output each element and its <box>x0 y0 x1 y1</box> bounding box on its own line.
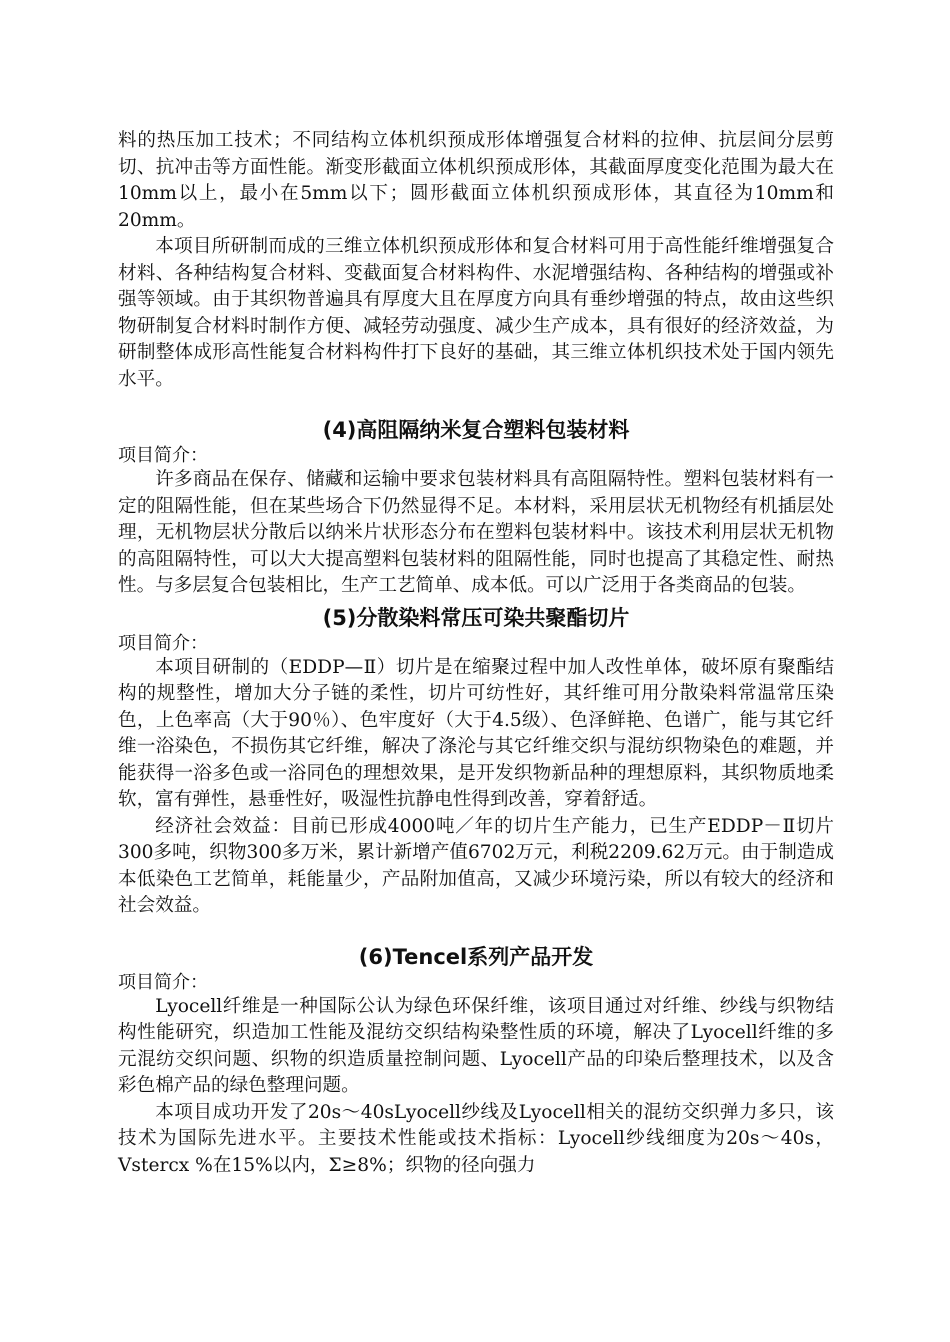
body-paragraph: 经济社会效益：目前已形成4000吨／年的切片生产能力，已生产EDDP－Ⅱ切片300多吨，织物300多万米，累计新增产值6702万元，利税2209.62万元。由于制造成本低染色工艺简单，耗能量少，产品附加值高，又减少环境污染，所以有较大的经济和社会效益。 <box>118 815 834 916</box>
body-paragraph: 料的热压加工技术；不同结构立体机织预成形体增强复合材料的拉伸、抗层间分层剪切、抗冲击等方面性能。渐变形截面立体机织预成形体，其截面厚度变化范围为最大在10mm以上，最小在5mm以下；圆形截面立体机织预成形体，其直径为10mm和20mm。 <box>118 130 834 231</box>
section-4 <box>118 415 834 600</box>
body-paragraph: 本项目研制的（EDDP—Ⅱ）切片是在缩聚过程中加人改性单体，破坏原有聚酯结构的规整性，增加大分子链的柔性，切片可纺性好，其纤维可用分散染料常温常压染色，上色率高（大于90％）、色牢度好（大于4.5级）、色泽鲜艳、色谱广，能与其它纤维一浴染色，不损伤其它纤维，解决了涤沦与其它纤维交织与混纺织物染色的难题，并能获得一浴多色或一浴同色的理想效果，是开发织物新品种的理想原料，其织物质地柔软，富有弹性，悬垂性好，吸湿性抗静电性得到改善，穿着舒适。 <box>118 656 834 810</box>
project-summary-label: 项目简介： <box>118 632 208 654</box>
section-heading: (5)分散染料常压可染共聚酯切片 <box>322 605 630 630</box>
section-heading: (4)高阻隔纳米复合塑料包装材料 <box>322 418 630 442</box>
section-6 <box>118 942 834 1180</box>
section-5 <box>118 603 834 920</box>
project-summary-label: 项目简介： <box>118 445 208 466</box>
body-paragraph: 许多商品在保存、储藏和运输中要求包装材料具有高阻隔特性。塑料包装材料有一定的阻隔性能，但在某些场合下仍然显得不足。本材料，采用层状无机物经有机插层处理，无机物层状分散后以纳米片状形态分布在塑料包装材料中。该技术利用层状无机物的高阻隔特性，可以大大提高塑料包装材料的阻隔性能，同时也提高了其稳定性、耐热性。与多层复合包装相比，生产工艺简单、成本低。可以广泛用于各类商品的包装。 <box>118 469 834 596</box>
section-3d-woven-preform <box>118 128 834 393</box>
section-heading: (6)Tencel系列产品开发 <box>358 944 594 969</box>
body-paragraph: 本项目成功开发了20s～40sLyocell纱线及Lyocell相关的混纺交织弹力多只，该技术为国际先进水平。主要技术性能或技术指标：Lyocell纱线细度为20s～40s，Vstercx %在15%以内，Σ≥8%；织物的径向强力 <box>118 1101 834 1176</box>
body-paragraph: Lyocell纤维是一种国际公认为绿色环保纤维，该项目通过对纤维、纱线与织物结构性能研究，织造加工性能及混纺交织结构染整性质的环境，解决了Lyocell纤维的多元混纺交织问题、织物的织造质量控制问题、Lyocell产品的印染后整理技术，以及含彩色棉产品的绿色整理问题。 <box>118 995 834 1096</box>
body-paragraph: 本项目所研制而成的三维立体机织预成形体和复合材料可用于高性能纤维增强复合材料、各种结构复合材料、变截面复合材料构件、水泥增强结构、各种结构的增强或补强等领域。由于其织物普遍具有厚度大且在厚度方向具有垂纱增强的特点，故由这些织物研制复合材料时制作方便、减轻劳动强度、减少生产成本，具有很好的经济效益，为研制整体成形高性能复合材料构件打下良好的基础，其三维立体机织技术处于国内领先水平。 <box>118 236 834 390</box>
project-summary-label: 项目简介： <box>118 971 208 993</box>
document-page <box>118 128 834 1179</box>
